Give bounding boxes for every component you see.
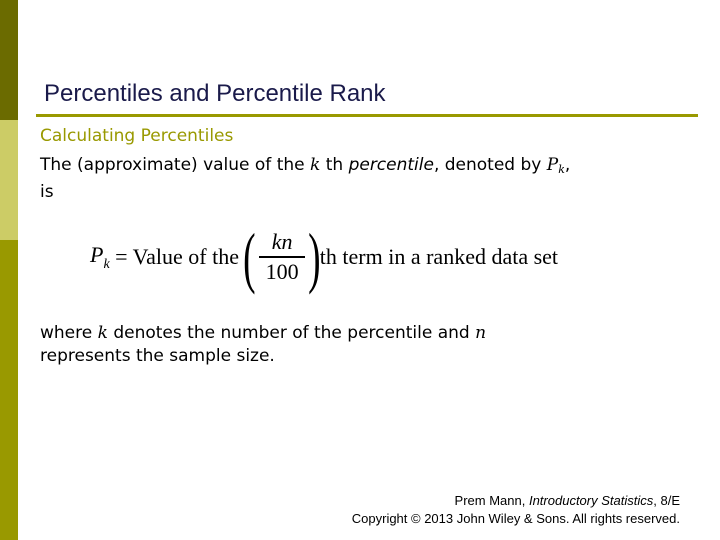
explanation-paragraph bbox=[40, 322, 680, 368]
formula-numerator: kn bbox=[271, 229, 293, 255]
slide-title: Percentiles and Percentile Rank bbox=[44, 80, 386, 107]
credit-copyright: Copyright © 2013 John Wiley & Sons. All rights reserved. bbox=[351, 511, 680, 526]
intro-paragraph bbox=[40, 154, 680, 204]
explain-text-3: represents the sample size. bbox=[40, 346, 275, 366]
intro-var-P: P bbox=[546, 155, 559, 175]
intro-var-k: k bbox=[310, 155, 321, 175]
credit-prefix: Prem Mann, bbox=[454, 493, 529, 508]
formula-left-paren: ( bbox=[243, 219, 257, 295]
formula-eq-text: = Value of the bbox=[109, 244, 245, 269]
left-stripe-mid bbox=[0, 240, 18, 360]
left-stripe-top bbox=[0, 0, 18, 120]
percentile-formula bbox=[90, 219, 559, 295]
intro-var-Psub: k bbox=[558, 163, 565, 176]
credit-book-title: Introductory Statistics bbox=[528, 493, 654, 508]
intro-text-4: , bbox=[564, 155, 571, 175]
intro-text-2: th bbox=[320, 155, 349, 175]
title-underline bbox=[36, 114, 698, 117]
intro-text-3: , denoted by bbox=[433, 155, 547, 175]
subheading: Calculating Percentiles bbox=[40, 126, 234, 146]
left-stripe-bottom bbox=[0, 360, 18, 540]
formula-fraction bbox=[259, 228, 305, 286]
intro-text-5: is bbox=[40, 182, 54, 202]
formula-right-paren: ) bbox=[308, 219, 321, 295]
explain-text-2: denotes the number of the percentile and bbox=[107, 323, 476, 343]
credit-suffix: , 8/E bbox=[653, 493, 680, 508]
intro-text-1: The (approximate) value of the bbox=[40, 155, 310, 175]
formula-denominator: 100 bbox=[265, 258, 299, 284]
left-stripe-light bbox=[0, 120, 18, 240]
formula-lhs-sub: k bbox=[103, 256, 110, 272]
formula-lhs-P: P bbox=[90, 241, 104, 267]
explain-var-k: k bbox=[97, 323, 108, 343]
formula-lhs bbox=[90, 242, 110, 273]
explain-text-1: where bbox=[40, 323, 98, 343]
formula-tail-text: th term in a ranked data set bbox=[319, 244, 559, 269]
copyright-credit bbox=[352, 492, 680, 528]
explain-var-n: n bbox=[475, 323, 487, 343]
intro-emph: percentile bbox=[348, 155, 434, 175]
